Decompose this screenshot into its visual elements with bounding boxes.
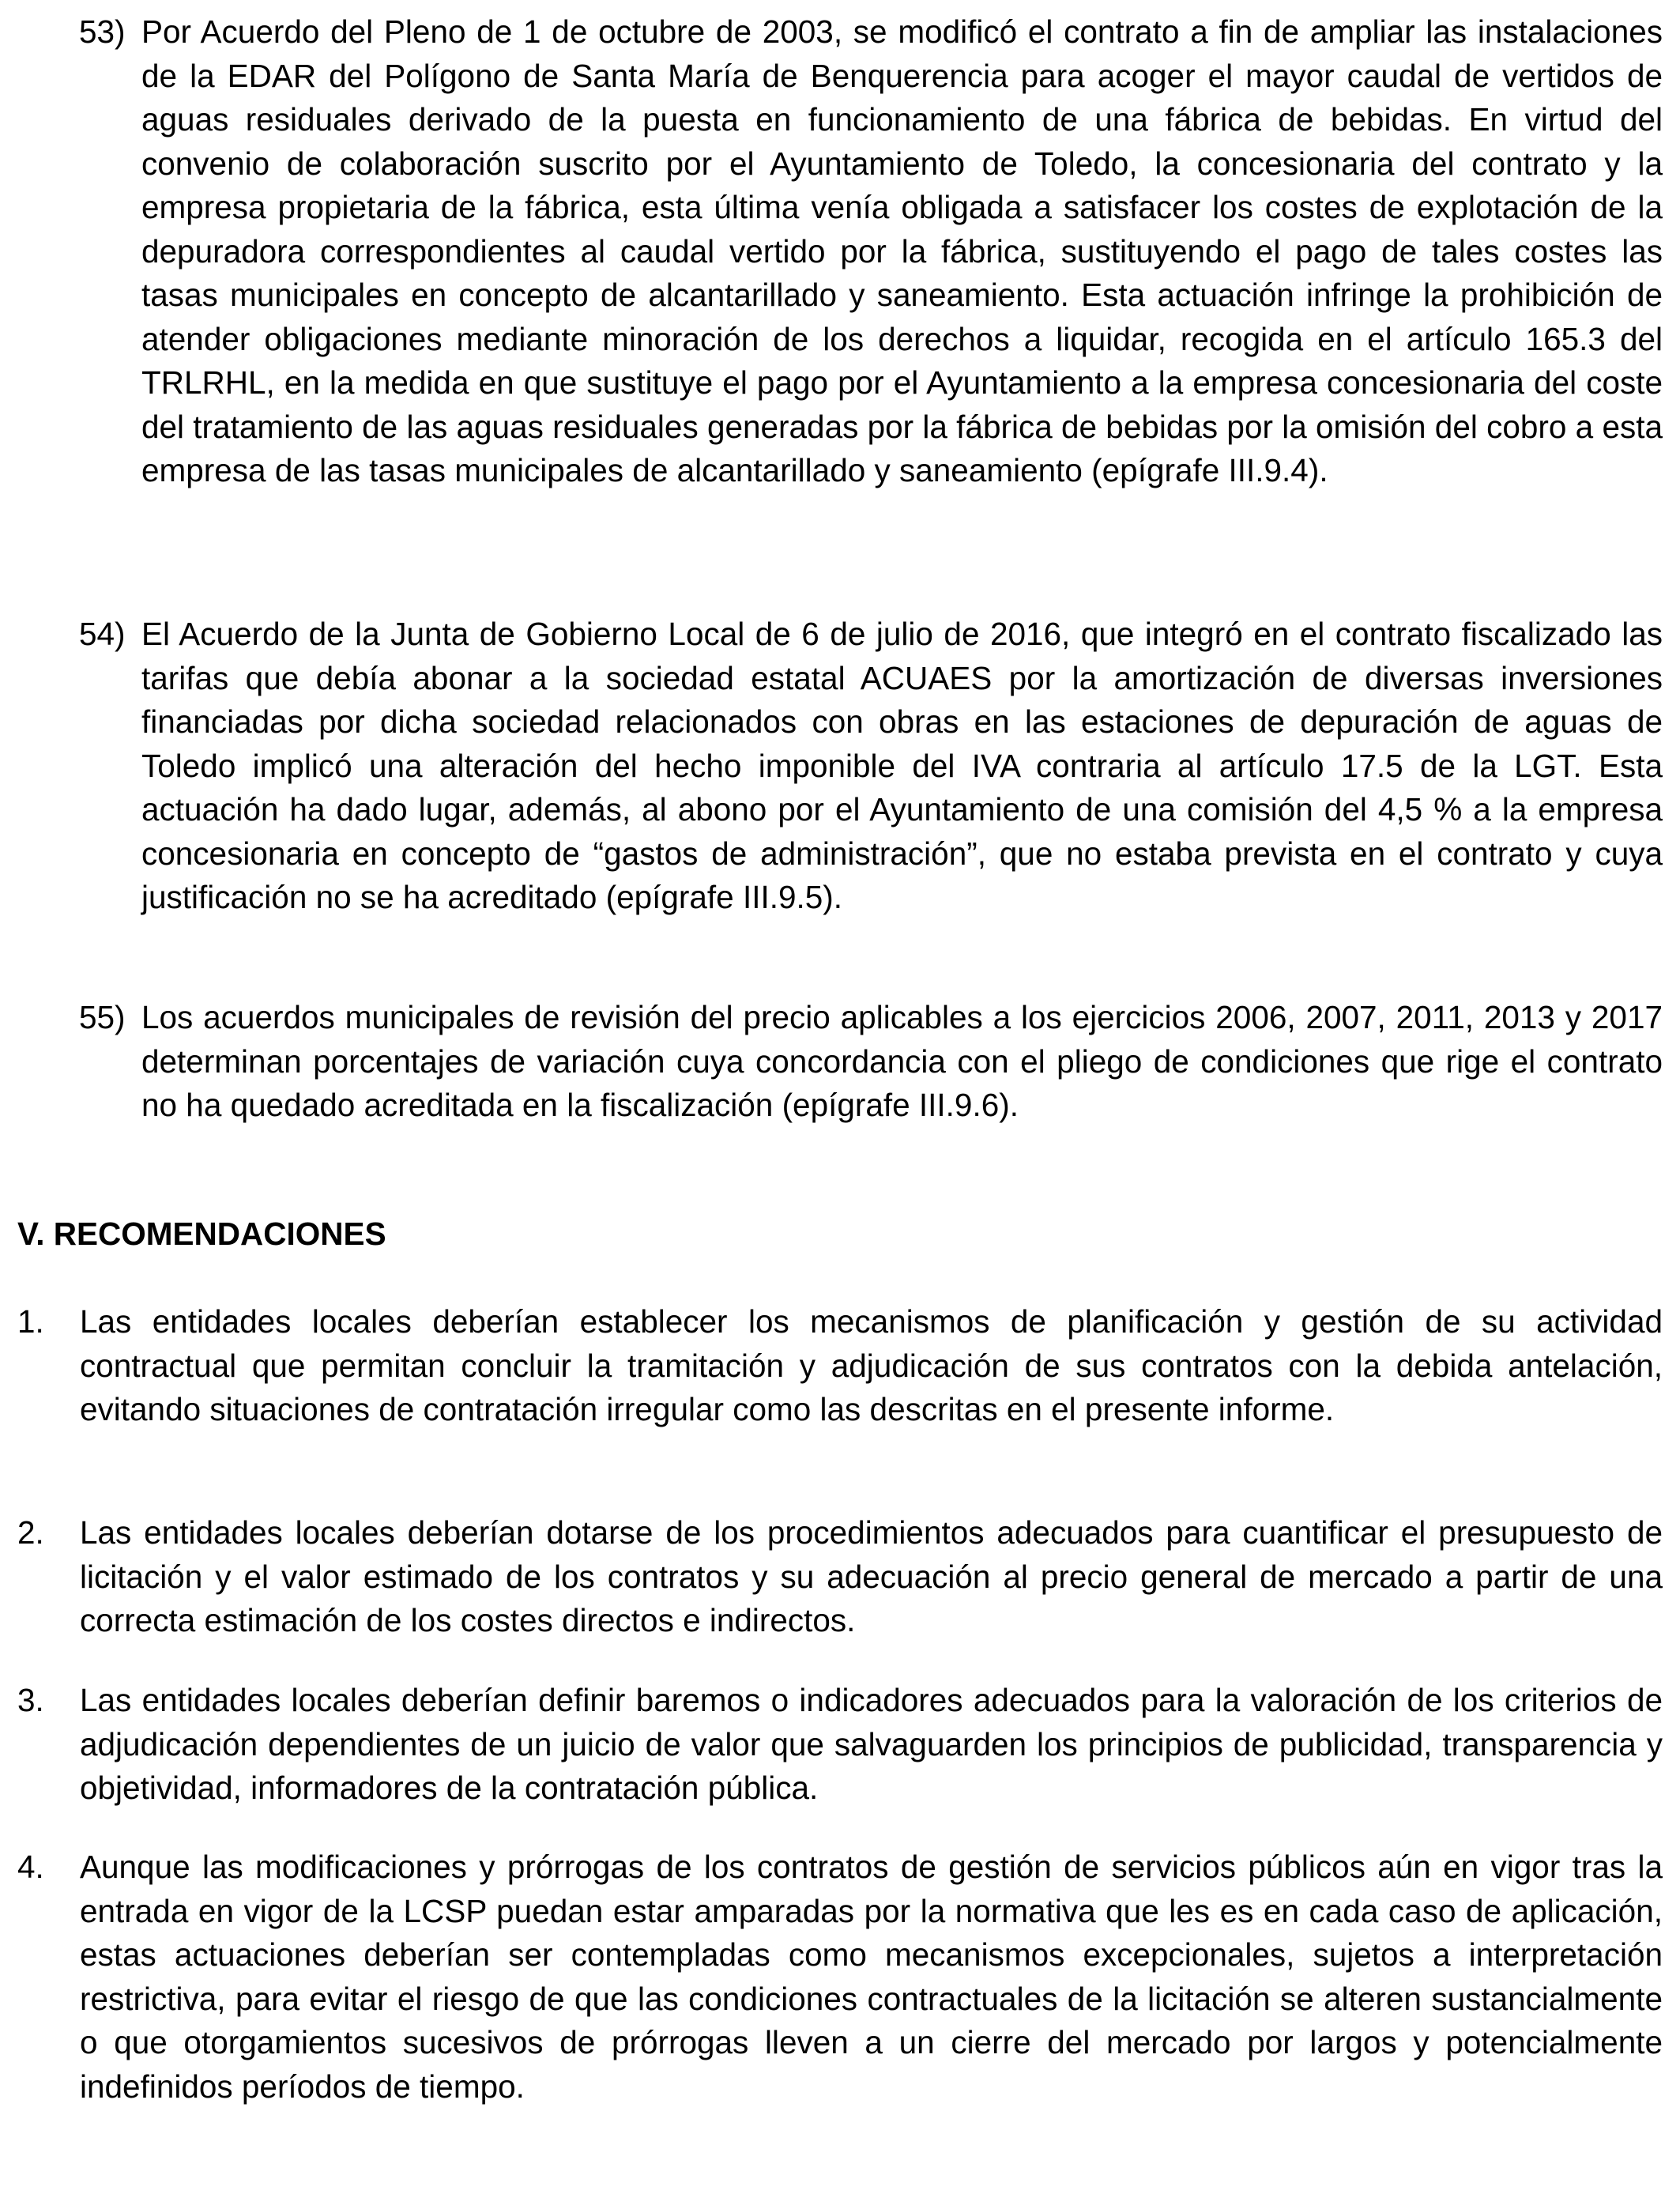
recommendation-number: 4. (17, 1849, 44, 1885)
recommendation-text: Las entidades locales deberían establecer los mecanismos de planificación y gestión de su actividad contractual que permitan concluir la tramitación y adjudicación de sus contratos con la debida antelación, evitando situaciones de contratación irregular como las descritas en el presente informe. (80, 1303, 1663, 1427)
recommendation-text: Las entidades locales deberían dotarse de los procedimientos adecuados para cuantificar el presupuesto de licitación y el valor estimado de los contratos y su adecuación al precio general de mercado a partir de una correcta estimación de los costes directos e indirectos. (80, 1514, 1663, 1638)
conclusion-text: Por Acuerdo del Pleno de 1 de octubre de 2003, se modificó el contrato a fin de ampliar las instalaciones de la EDAR del Polígono de Santa María de Benquerencia para acoger el mayor caudal de vertidos de aguas residuales derivado de la puesta en funcionamiento de una fábrica de bebidas. En virtud del convenio de colaboración suscrito por el Ayuntamiento de Toledo, la concesionaria del contrato y la empresa propietaria de la fábrica, esta última venía obligada a satisfacer los costes de explotación de la depuradora correspondientes al caudal vertido por la fábrica, sustituyendo el pago de tales costes las tasas municipales en concepto de alcantarillado y saneamiento. Esta actuación infringe la prohibición de atender obligaciones mediante minoración de los derechos a liquidar, recogida en el artículo 165.3 del TRLRHL, en la medida en que sustituye el pago por el Ayuntamiento a la empresa concesionaria del coste del tratamiento de las aguas residuales generadas por la fábrica de bebidas por la omisión del cobro a esta empresa de las tasas municipales de alcantarillado y saneamiento (epígrafe III.9.4). (141, 13, 1663, 488)
recommendation-number: 2. (17, 1514, 44, 1551)
conclusion-text: El Acuerdo de la Junta de Gobierno Local de 6 de julio de 2016, que integró en el contrato fiscalizado las tarifas que debía abonar a la sociedad estatal ACUAES por la amortización de diversas inversiones financiadas por dicha sociedad relacionados con obras en las estaciones de depuración de aguas de Toledo implicó una alteración del hecho imponible del IVA contraria al artículo 17.5 de la LGT. Esta actuación ha dado lugar, además, al abono por el Ayuntamiento de una comisión del 4,5 % a la empresa concesionaria en concepto de “gastos de administración”, que no estaba prevista en el contrato y cuya justificación no se ha acreditado (epígrafe III.9.5). (141, 616, 1663, 915)
conclusion-number: 54) (79, 616, 126, 652)
section-heading: V. RECOMENDACIONES (17, 1216, 386, 1252)
recommendation-number: 3. (17, 1682, 44, 1718)
recommendation-number: 1. (17, 1303, 44, 1340)
recommendation-text: Aunque las modificaciones y prórrogas de los contratos de gestión de servicios públicos aún en vigor tras la entrada en vigor de la LCSP puedan estar amparadas por la normativa que les es en cada caso de aplicación, estas actuaciones deberían ser contempladas como mecanismos excepcionales, sujetos a interpretación restrictiva, para evitar el riesgo de que las condiciones contractuales de la licitación se alteren sustancialmente o que otorgamientos sucesivos de prórrogas lleven a un cierre del mercado por largos y potencialmente indefinidos períodos de tiempo. (80, 1849, 1663, 2105)
conclusion-number: 53) (79, 13, 126, 50)
recommendation-text: Las entidades locales deberían definir baremos o indicadores adecuados para la valoración de los criterios de adjudicación dependientes de un juicio de valor que salvaguarden los principios de publicidad, transparencia y objetividad, informadores de la contratación pública. (80, 1682, 1663, 1806)
conclusion-number: 55) (79, 999, 126, 1035)
conclusion-text: Los acuerdos municipales de revisión del precio aplicables a los ejercicios 2006, 2007, 2011, 2013 y 2017 determinan porcentajes de variación cuya concordancia con el pliego de condiciones que rige el contrato no ha quedado acreditada en la fiscalización (epígrafe III.9.6). (141, 999, 1663, 1123)
